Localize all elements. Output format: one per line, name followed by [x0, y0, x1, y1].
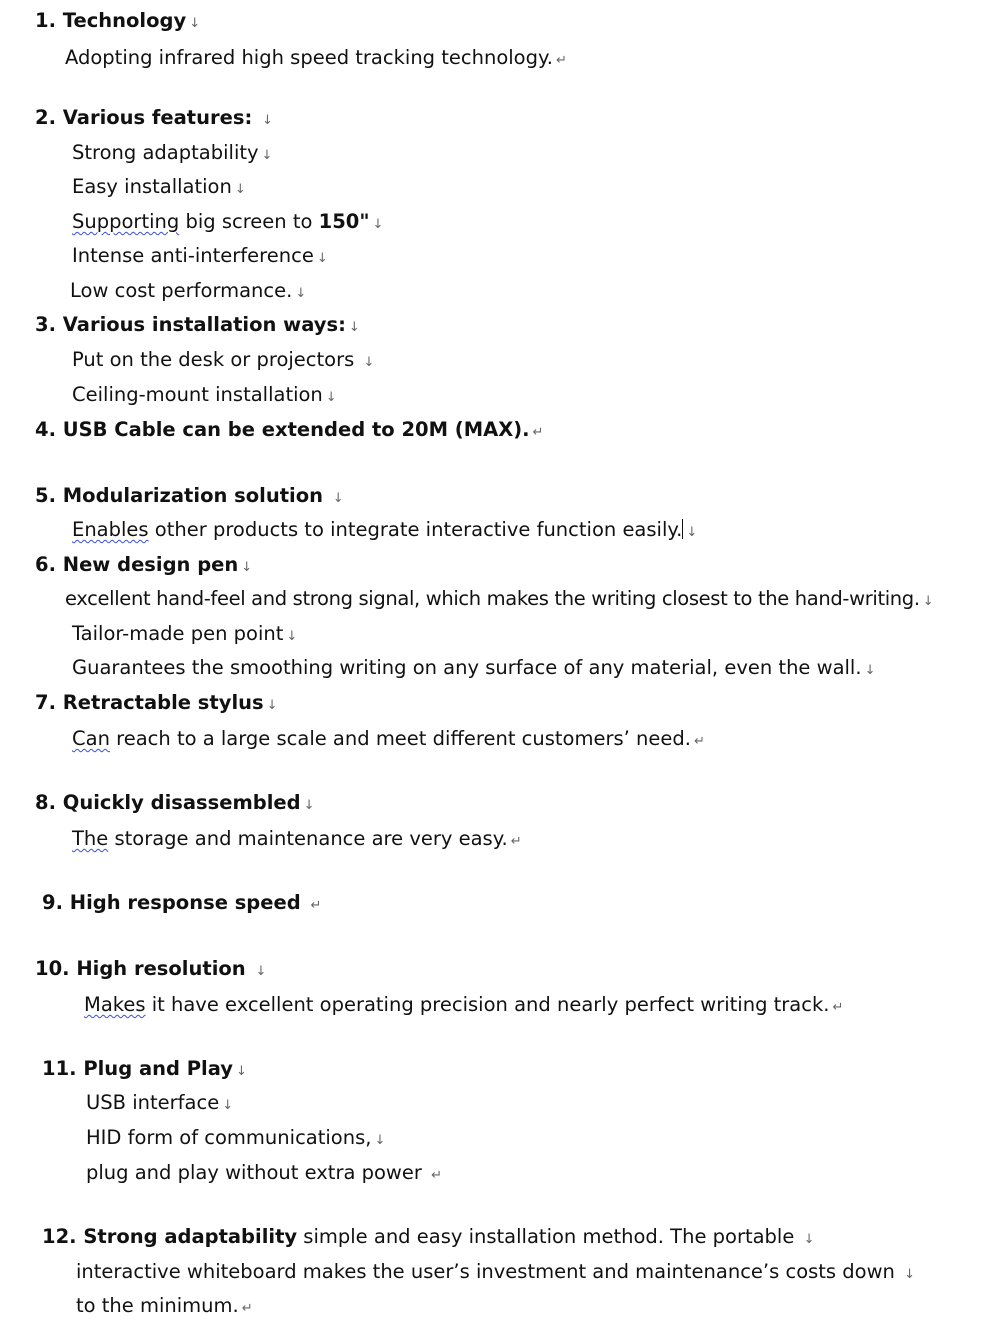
paragraph-stylus: Can reach to a large scale and meet different customers’ need. ↵ [72, 727, 705, 750]
paragraph-mark: ↵ [832, 1000, 844, 1015]
line-break-mark: ↓ [904, 1267, 916, 1282]
heading-response-speed: 9. High response speed ↵ [42, 891, 322, 914]
line-break-mark: ↓ [332, 491, 344, 506]
feature-easy-installation: Easy installation ↓ [72, 175, 246, 198]
paragraph-mark: ↵ [510, 834, 522, 849]
line-break-mark: ↓ [348, 320, 360, 335]
line-break-mark: ↓ [372, 217, 384, 232]
paragraph-disassembled: The storage and maintenance are very easy. ↵ [72, 827, 522, 850]
line-break-mark: ↓ [262, 113, 273, 128]
line-break-mark: ↓ [922, 594, 934, 609]
feature-strong-adaptability: Strong adaptability ↓ [72, 141, 273, 164]
paragraph-mark: ↵ [532, 425, 544, 440]
feature-low-cost: Low cost performance. ↓ [70, 279, 307, 302]
heading-retractable-stylus: 7. Retractable stylus ↓ [35, 691, 278, 714]
pen-point: Tailor-made pen point ↓ [72, 622, 298, 645]
heading-strong-adaptability: 12. Strong adaptability simple and easy installation method. The portable ↓ [42, 1225, 815, 1248]
spelling-flag: The [72, 827, 109, 850]
plug-usb-interface: USB interface ↓ [86, 1091, 234, 1114]
plug-no-power: plug and play without extra power ↵ [86, 1161, 442, 1184]
heading-various-features: 2. Various features: ↓ [35, 106, 273, 129]
paragraph-mark: ↵ [555, 53, 567, 68]
pen-surface: Guarantees the smoothing writing on any surface of any material, even the wall. ↓ [72, 656, 876, 679]
heading-installation-ways: 3. Various installation ways: ↓ [35, 313, 360, 336]
line-break-mark: ↓ [235, 1064, 247, 1079]
paragraph-resolution: Makes it have excellent operating precision and nearly perfect writing track. ↵ [84, 993, 844, 1016]
paragraph-technology: Adopting infrared high speed tracking technology. ↵ [65, 46, 567, 69]
line-break-mark: ↓ [303, 798, 315, 813]
spelling-flag: Makes [84, 993, 146, 1016]
paragraph-mark: ↵ [310, 898, 322, 913]
heading-quickly-disassembled: 8. Quickly disassembled ↓ [35, 791, 315, 814]
line-break-mark: ↓ [686, 525, 698, 540]
installation-ceiling: Ceiling-mount installation ↓ [72, 383, 337, 406]
line-break-mark: ↓ [261, 148, 273, 163]
line-break-mark: ↓ [286, 629, 298, 644]
line-break-mark: ↓ [266, 698, 278, 713]
line-break-mark: ↓ [241, 560, 253, 575]
paragraph-mark: ↵ [693, 734, 705, 749]
feature-anti-interference: Intense anti-interference ↓ [72, 244, 328, 267]
line-break-mark: ↓ [222, 1098, 234, 1113]
line-break-mark: ↓ [255, 964, 267, 979]
spelling-flag: Can [72, 727, 110, 750]
line-break-mark: ↓ [295, 286, 307, 301]
plug-hid-form: HID form of communications, ↓ [86, 1126, 386, 1149]
pen-description: excellent hand-feel and strong signal, which makes the writing closest to the hand-writing. ↓ [65, 587, 934, 610]
spelling-flag: Enables [72, 518, 149, 541]
line-break-mark: ↓ [189, 16, 201, 31]
line-break-mark: ↓ [374, 1133, 386, 1148]
heading-high-resolution: 10. High resolution ↓ [35, 957, 267, 980]
spelling-flag: Supporting [72, 210, 180, 233]
line-break-mark: ↓ [864, 663, 876, 678]
text-cursor [682, 519, 683, 539]
heading-plug-and-play: 11. Plug and Play ↓ [42, 1057, 247, 1080]
line-break-mark: ↓ [316, 251, 328, 266]
adaptability-line-3: to the minimum. ↵ [76, 1294, 253, 1317]
adaptability-line-2: interactive whiteboard makes the user’s investment and maintenance’s costs down ↓ [76, 1260, 916, 1283]
line-break-mark: ↓ [234, 182, 246, 197]
heading-usb-cable: 4. USB Cable can be extended to 20M (MAX). ↵ [35, 418, 544, 441]
installation-desk: Put on the desk or projectors ↓ [72, 348, 375, 371]
feature-big-screen: Supporting big screen to 150" ↓ [72, 210, 384, 233]
paragraph-mark: ↵ [241, 1301, 253, 1316]
line-break-mark: ↓ [363, 355, 375, 370]
line-break-mark: ↓ [803, 1232, 815, 1247]
paragraph-modularization: Enables other products to integrate interactive function easily. ↓ [72, 518, 698, 541]
line-break-mark: ↓ [325, 390, 337, 405]
heading-new-design-pen: 6. New design pen ↓ [35, 553, 253, 576]
paragraph-mark: ↵ [431, 1168, 442, 1183]
heading-technology: 1. Technology ↓ [35, 9, 201, 32]
heading-modularization: 5. Modularization solution ↓ [35, 484, 344, 507]
